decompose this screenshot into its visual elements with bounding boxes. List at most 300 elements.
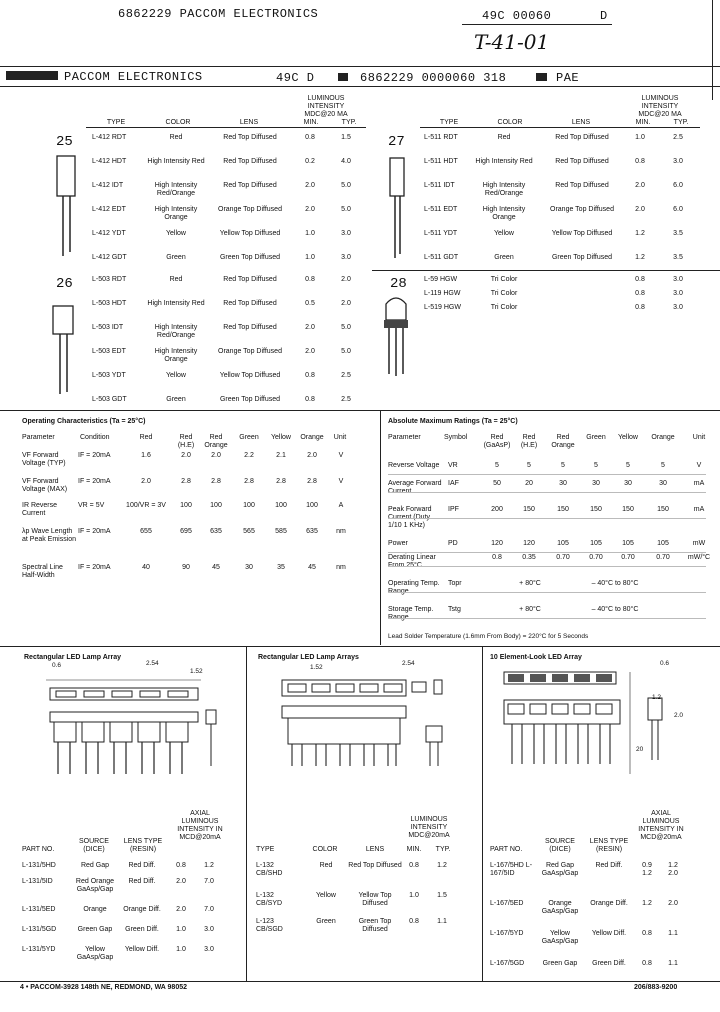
col-lens-header-right: LENS xyxy=(571,119,591,126)
array-mid-drawing xyxy=(262,666,472,776)
op-char-cond: IF = 20mA xyxy=(78,564,111,571)
section-28-number: 28 xyxy=(390,276,407,292)
op-char-value: 2.8 xyxy=(181,478,191,485)
lens-type: Green Diff. xyxy=(125,926,159,933)
color: Tri Color xyxy=(490,276,518,283)
col-type-header-right: TYPE xyxy=(439,119,459,126)
source: Green Gap xyxy=(77,926,113,933)
abs-max-param: Derating Linear xyxy=(388,554,436,561)
type-header: TYPE xyxy=(256,846,275,853)
op-char-title: Operating Characteristics (Ta = 25°C) xyxy=(22,418,146,425)
op-char-value: 90 xyxy=(182,564,190,571)
op-char-cond: IF = 20mA xyxy=(78,528,111,535)
abs-max-value: 120 xyxy=(523,540,535,547)
op-char-value: 2.8 xyxy=(244,478,254,485)
min-value: 0.8 xyxy=(635,158,645,165)
typ-value: 1.2 xyxy=(437,862,447,869)
abs-max-symbol: Tstg xyxy=(448,606,461,613)
op-char-cond: VR = 5V xyxy=(78,502,105,509)
col-color-header-right: COLOR xyxy=(497,119,523,126)
abs-max-value: 30 xyxy=(624,480,632,487)
abs-max-value: 0.70 xyxy=(589,554,603,561)
lens: Red Top Diffused xyxy=(223,134,277,141)
banner-number: 6862229 0000060 318 xyxy=(360,71,507,85)
lum-header: LUMINOUS INTENSITY MDC@20mA xyxy=(408,816,450,839)
dimension-label: 0.6 xyxy=(660,660,670,667)
part-type: L-503 RDT xyxy=(92,276,127,283)
part-type: L-503 GDT xyxy=(92,396,127,403)
lens: Red Top Diffused xyxy=(555,182,609,189)
op-char-value: 635 xyxy=(306,528,318,535)
led-27-drawing xyxy=(384,154,414,264)
lens: Yellow Top Diffused xyxy=(358,892,392,907)
abs-max-header: Yellow xyxy=(618,434,638,441)
typ-value: 5.0 xyxy=(341,206,351,213)
part-type: L-519 HGW xyxy=(424,304,461,311)
typ-value: 1.5 xyxy=(341,134,351,141)
min-value: 2.0 xyxy=(305,324,315,331)
source: Yellow GaAsp/Gap xyxy=(541,930,579,945)
min-value: 0.8 xyxy=(635,290,645,297)
part-no: L-167/5GD xyxy=(490,960,525,967)
op-char-value: 2.0 xyxy=(307,452,317,459)
color: Green xyxy=(166,254,186,261)
led-25-drawing xyxy=(52,152,82,262)
lens: Red Top Diffused xyxy=(223,182,277,189)
min-value: 2.0 xyxy=(635,182,645,189)
dimension-label: 2.54 xyxy=(402,660,415,667)
min-value: 0.5 xyxy=(305,300,315,307)
typ-value: 3.5 xyxy=(673,230,683,237)
abs-max-symbol: IAF xyxy=(448,480,459,487)
op-char-unit: nm xyxy=(336,528,346,535)
typ-value: 1.1 xyxy=(437,918,447,925)
abs-max-value: 0.70 xyxy=(621,554,635,561)
op-char-param: Spectral Line Half-Width xyxy=(22,564,63,579)
op-char-value: 635 xyxy=(210,528,222,535)
part-type: L-503 YDT xyxy=(92,372,126,379)
abs-max-header: Parameter xyxy=(388,434,421,441)
part-type: L-132 CB/SHD xyxy=(256,862,283,877)
min-header: MIN. xyxy=(406,846,422,853)
abs-max-value: 0.70 xyxy=(656,554,670,561)
part-type: L-412 RDT xyxy=(92,134,127,141)
lens: Red Top Diffused xyxy=(555,158,609,165)
op-char-value: 655 xyxy=(140,528,152,535)
abs-max-header: Orange xyxy=(651,434,675,441)
col-color-header: COLOR xyxy=(165,119,191,126)
header-code: 49C 00060 xyxy=(482,9,552,23)
min-value: 0.2 xyxy=(305,158,315,165)
part-no: L-131/5YD xyxy=(22,946,56,953)
min-value: 0.8 xyxy=(642,930,652,937)
part-no: L-167/5ED xyxy=(490,900,524,907)
lens-type-header: LENS TYPE (RESIN) xyxy=(123,838,163,853)
color: Red xyxy=(169,134,183,141)
min-value: 0.8 xyxy=(409,862,419,869)
typ-value: 3.0 xyxy=(673,158,683,165)
op-char-unit: V xyxy=(338,478,344,485)
abs-max-value: 105 xyxy=(590,540,602,547)
typ-value: 2.5 xyxy=(341,372,351,379)
abs-max-value: 0.35 xyxy=(522,554,536,561)
op-char-value: 45 xyxy=(308,564,316,571)
footer-address: 4 • PACCOM-3928 148th NE, REDMOND, WA 98052 xyxy=(20,984,187,991)
abs-max-param: Reverse Voltage xyxy=(388,462,440,469)
lens-type: Red Diff. xyxy=(128,862,156,869)
lens: Red Top Diffused xyxy=(223,300,277,307)
dimension-label: 20 xyxy=(636,746,644,753)
typ-value: 3.5 xyxy=(673,254,683,261)
op-char-cond: IF = 20mA xyxy=(78,452,111,459)
op-char-param: VF Forward Voltage (MAX) xyxy=(22,478,68,493)
lens-type: Orange Diff. xyxy=(590,900,628,907)
abs-max-symbol: Topr xyxy=(448,580,462,587)
op-char-header: Red xyxy=(139,434,153,441)
typ-value: 1.1 xyxy=(668,960,678,967)
op-char-unit: nm xyxy=(336,564,346,571)
typ-value: 3.0 xyxy=(673,290,683,297)
footer-phone: 206/883-9200 xyxy=(634,984,678,991)
part-type: L-511 RDT xyxy=(424,134,458,141)
abs-max-value: 20 xyxy=(525,480,533,487)
lens: Yellow Top Diffused xyxy=(219,372,281,379)
part-no: L-167/5HD L-167/5ID xyxy=(490,862,533,877)
typ-value: 2.5 xyxy=(673,134,683,141)
color-header: COLOR xyxy=(312,846,338,853)
abs-max-value: 150 xyxy=(622,506,634,513)
abs-max-value: 120 xyxy=(491,540,503,547)
abs-max-unit: mW xyxy=(692,540,706,547)
op-char-value: 2.0 xyxy=(141,478,151,485)
color: Yellow xyxy=(316,892,336,899)
color: High Intensity Orange xyxy=(154,348,198,363)
part-type: L-503 HDT xyxy=(92,300,127,307)
op-char-header: Red (H.E) xyxy=(177,434,195,449)
op-char-value: 565 xyxy=(243,528,255,535)
typ-value: 7.0 xyxy=(204,878,214,885)
abs-max-symbol: PD xyxy=(448,540,458,547)
min-value: 2.0 xyxy=(635,206,645,213)
op-char-value: 585 xyxy=(275,528,287,535)
op-char-value: 2.0 xyxy=(181,452,191,459)
op-char-value: 695 xyxy=(180,528,192,535)
section-25-number: 25 xyxy=(56,134,73,150)
op-char-unit: V xyxy=(338,452,344,459)
op-char-value: 30 xyxy=(245,564,253,571)
abs-max-value: 30 xyxy=(592,480,600,487)
op-char-value: 2.0 xyxy=(211,452,221,459)
op-char-header: Parameter xyxy=(22,434,55,441)
part-type: L-412 YDT xyxy=(92,230,126,237)
typ-value: 3.0 xyxy=(341,254,351,261)
part-header: PART NO. xyxy=(490,846,523,853)
typ-value: 5.0 xyxy=(341,182,351,189)
abs-max-value: 150 xyxy=(590,506,602,513)
typ-value: 2.0 xyxy=(341,300,351,307)
op-char-param: VF Forward Voltage (TYP) xyxy=(22,452,66,467)
abs-max-value: 5 xyxy=(495,462,499,469)
dimension-label: 1.52 xyxy=(310,664,323,671)
abs-max-symbol: IPF xyxy=(448,506,459,513)
typ-value: 4.0 xyxy=(341,158,351,165)
part-type: L-511 IDT xyxy=(424,182,455,189)
op-char-param: λp Wave Length at Peak Emission xyxy=(22,528,77,543)
lens: Green Top Diffused xyxy=(219,254,281,261)
lens-type: Orange Diff. xyxy=(123,906,161,913)
lens: Red Top Diffused xyxy=(223,158,277,165)
abs-max-unit: mW/°C xyxy=(687,554,711,561)
lens: Red Top Diffused xyxy=(555,134,609,141)
part-type: L-503 EDT xyxy=(92,348,126,355)
col-typ-header-right: TYP. xyxy=(673,119,689,126)
typ-value: 1.2 xyxy=(204,862,214,869)
op-char-value: 100 xyxy=(275,502,287,509)
part-type: L-412 GDT xyxy=(92,254,127,261)
color: High Intensity Orange xyxy=(154,206,198,221)
lens: Yellow Top Diffused xyxy=(219,230,281,237)
op-char-param: IR Reverse Current xyxy=(22,502,58,517)
op-char-value: 2.2 xyxy=(244,452,254,459)
typ-value: 7.0 xyxy=(204,906,214,913)
typ-header: TYP. xyxy=(435,846,451,853)
source: Red Gap GaAsp/Gap xyxy=(541,862,579,877)
part-type: L-412 HDT xyxy=(92,158,127,165)
color: Tri Color xyxy=(490,304,518,311)
banner-code: 49C D xyxy=(276,71,315,85)
color: Red xyxy=(319,862,333,869)
part-no: L-131/5ED xyxy=(22,906,56,913)
header-company-line: 6862229 PACCOM ELECTRONICS xyxy=(118,7,319,21)
part-type: L-412 EDT xyxy=(92,206,126,213)
array-left-drawing xyxy=(36,666,236,781)
dimension-label: 1.2 xyxy=(652,694,662,701)
banner-black-bar xyxy=(6,71,58,80)
lens-type-header: LENS TYPE (RESIN) xyxy=(589,838,629,853)
min-value: 2.0 xyxy=(305,182,315,189)
min-value: 2.0 xyxy=(305,348,315,355)
min-value: 0.8 xyxy=(305,134,315,141)
array-right-drawing xyxy=(494,664,714,790)
abs-max-value: 150 xyxy=(557,506,569,513)
typ-value: 6.0 xyxy=(673,182,683,189)
abs-max-value: + 80°C xyxy=(519,580,541,587)
abs-max-param: Average Forward xyxy=(388,480,442,487)
abs-max-value: 0.70 xyxy=(556,554,570,561)
min-value: 1.0 xyxy=(635,134,645,141)
col-lens-header: LENS xyxy=(239,119,259,126)
min-value: 0.8 xyxy=(305,372,315,379)
op-char-header: Yellow xyxy=(271,434,291,441)
lens: Red Top Diffused xyxy=(348,862,402,869)
source: Orange GaAsp/Gap xyxy=(541,900,579,915)
col-lum-header: LUMINOUS INTENSITY MDC@20 MA xyxy=(304,95,348,118)
typ-value: 3.0 xyxy=(673,276,683,283)
abs-max-value: 105 xyxy=(622,540,634,547)
led-26-drawing xyxy=(48,300,78,400)
source: Red Orange GaAsp/Gap xyxy=(75,878,115,893)
banner-pae: PAE xyxy=(556,71,580,85)
source-header: SOURCE (DICE) xyxy=(79,838,109,853)
abs-max-header: Green xyxy=(586,434,606,441)
min-value: 0.8 xyxy=(642,960,652,967)
col-type-header: TYPE xyxy=(106,119,126,126)
typ-value: 2.0 xyxy=(341,276,351,283)
part-type: L-412 IDT xyxy=(92,182,124,189)
typ-value: 3.0 xyxy=(204,926,214,933)
source: Orange xyxy=(83,906,107,913)
abs-max-value: 105 xyxy=(557,540,569,547)
part-type: L-511 EDT xyxy=(424,206,458,213)
abs-max-value: 5 xyxy=(661,462,665,469)
abs-max-value: – 40°C to 80°C xyxy=(591,580,639,587)
min-value: 1.0 xyxy=(409,892,419,899)
abs-max-value: 5 xyxy=(626,462,630,469)
lens: Red Top Diffused xyxy=(223,276,277,283)
typ-value: 1.1 xyxy=(668,930,678,937)
min-value: 1.0 xyxy=(176,946,186,953)
led-28-drawing xyxy=(378,290,418,380)
op-char-value: 2.8 xyxy=(307,478,317,485)
lens: Orange Top Diffused xyxy=(218,206,282,213)
typ-value: 3.0 xyxy=(673,304,683,311)
min-value: 2.0 xyxy=(176,906,186,913)
lens: Red Top Diffused xyxy=(223,324,277,331)
abs-max-value: 105 xyxy=(657,540,669,547)
lead-solder-note: Lead Solder Temperature (1.6mm From Body) = 220°C for 5 Seconds xyxy=(388,633,589,640)
abs-max-header: Symbol xyxy=(444,434,468,441)
typ-value: 5.0 xyxy=(341,324,351,331)
min-value: 0.8 xyxy=(305,276,315,283)
op-char-value: 100/VR = 3V xyxy=(126,502,166,509)
abs-max-param: Peak Forward 1/10 1 KHz) xyxy=(388,506,432,529)
op-char-header: Orange xyxy=(300,434,324,441)
lens: Orange Top Diffused xyxy=(218,348,282,355)
abs-max-value: 0.8 xyxy=(492,554,502,561)
typ-value: 1.5 xyxy=(437,892,447,899)
abs-max-value: 5 xyxy=(594,462,598,469)
abs-max-unit: mA xyxy=(693,506,705,513)
dimension-label: 0.6 xyxy=(52,662,62,669)
header-letter: D xyxy=(600,9,608,23)
op-char-value: 35 xyxy=(277,564,285,571)
min-value: 1.0 xyxy=(305,254,315,261)
part-type: L-59 HGW xyxy=(424,276,458,283)
lens-type: Red Diff. xyxy=(595,862,623,869)
color: Yellow xyxy=(166,230,186,237)
part-type: L-511 YDT xyxy=(424,230,458,237)
part-type: L-123 CB/SGD xyxy=(256,918,283,933)
abs-max-header: Red (GaAsP) xyxy=(483,434,511,449)
abs-max-value: 5 xyxy=(527,462,531,469)
banner-company: PACCOM ELECTRONICS xyxy=(64,70,203,84)
col-min-header: MIN. xyxy=(303,119,319,126)
part-type: L-511 GDT xyxy=(424,254,459,261)
op-char-value: 2.1 xyxy=(276,452,286,459)
typ-value: 6.0 xyxy=(673,206,683,213)
axial-header: AXIAL LUMINOUS INTENSITY IN MCD@20mA xyxy=(177,810,223,841)
dimension-label: 1.52 xyxy=(190,668,203,675)
abs-max-param: Power xyxy=(388,540,408,547)
color: Yellow xyxy=(494,230,514,237)
abs-max-unit: V xyxy=(696,462,702,469)
color: High Intensity Red/Orange xyxy=(154,182,198,197)
array-mid-title: Rectangular LED Lamp Arrays xyxy=(258,654,359,661)
color: High Intensity Red xyxy=(147,158,205,165)
section-26-number: 26 xyxy=(56,276,73,292)
abs-max-value: 30 xyxy=(659,480,667,487)
color: Green xyxy=(316,918,336,925)
axial-header: AXIAL LUMINOUS INTENSITY IN MCD@20mA xyxy=(638,810,684,841)
color: Red xyxy=(497,134,511,141)
typ-value: 2.5 xyxy=(341,396,351,403)
abs-max-title: Absolute Maximum Ratings (Ta = 25°C) xyxy=(388,418,518,425)
array-left-title: Rectangular LED Lamp Array xyxy=(24,654,121,661)
abs-max-value: 50 xyxy=(493,480,501,487)
part-type: L-119 HGW xyxy=(424,290,461,297)
color: Yellow xyxy=(166,372,186,379)
source: Red Gap xyxy=(80,862,110,869)
abs-max-header: Red (H.E) xyxy=(520,434,538,449)
array-right-title: 10 Element-Look LED Array xyxy=(490,654,582,661)
typ-value: 3.0 xyxy=(341,230,351,237)
typ-value: 3.0 xyxy=(204,946,214,953)
source: Yellow GaAsp/Gap xyxy=(76,946,114,961)
col-lum-header-right: LUMINOUS INTENSITY MDC@20 MA xyxy=(638,95,682,118)
min-value: 1.0 xyxy=(305,230,315,237)
op-char-header: Unit xyxy=(333,434,347,441)
abs-max-param: Storage Temp. xyxy=(388,606,434,613)
abs-max-value: 150 xyxy=(657,506,669,513)
dimension-label: 2.54 xyxy=(146,660,159,667)
op-char-value: 2.8 xyxy=(211,478,221,485)
op-char-value: 100 xyxy=(180,502,192,509)
lens: Orange Top Diffused xyxy=(550,206,614,213)
abs-max-value: 200 xyxy=(491,506,503,513)
min-value: 1.0 xyxy=(176,926,186,933)
min-value: 1.2 xyxy=(635,230,645,237)
lens-header: LENS xyxy=(365,846,385,853)
color: Tri Color xyxy=(490,290,518,297)
part-no: L-131/5HD xyxy=(22,862,56,869)
typ-value: 5.0 xyxy=(341,348,351,355)
color: Red xyxy=(169,276,183,283)
abs-max-value: – 40°C to 80°C xyxy=(591,606,639,613)
abs-max-header: Red Orange xyxy=(551,434,575,449)
typ-value: 1.2 2.0 xyxy=(668,862,678,877)
color: High Intensity Red/Orange xyxy=(482,182,526,197)
color: Green xyxy=(494,254,514,261)
source-header: SOURCE (DICE) xyxy=(545,838,575,853)
op-char-unit: A xyxy=(338,502,344,509)
part-no: L-131/5GD xyxy=(22,926,57,933)
abs-max-symbol: VR xyxy=(448,462,458,469)
color: High Intensity Red xyxy=(147,300,205,307)
section-27-number: 27 xyxy=(388,134,405,150)
lens: Green Top Diffused xyxy=(219,396,281,403)
abs-max-value: 5 xyxy=(561,462,565,469)
part-type: L-503 IDT xyxy=(92,324,124,331)
color: Green xyxy=(166,396,186,403)
min-value: 0.8 xyxy=(409,918,419,925)
color: High Intensity Orange xyxy=(482,206,526,221)
op-char-cond: IF = 20mA xyxy=(78,478,111,485)
source: Green Gap xyxy=(542,960,578,967)
color: High Intensity Red/Orange xyxy=(154,324,198,339)
abs-max-unit: mA xyxy=(693,480,705,487)
min-value: 0.9 1.2 xyxy=(642,862,652,877)
lens: Green Top Diffused xyxy=(358,918,392,933)
